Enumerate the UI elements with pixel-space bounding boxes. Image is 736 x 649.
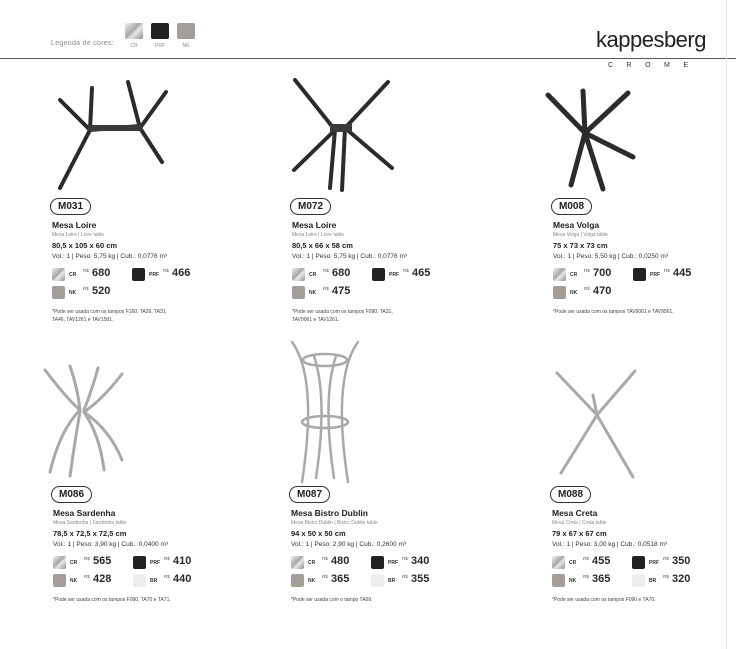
legend-swatch-nk [177,23,195,39]
price-value: 365 [592,573,611,585]
price-value: 565 [93,555,112,567]
price-value: 350 [672,555,691,567]
product-note: *Pode ser usada com os tampos TAV9061 e TAV9561. [553,309,674,315]
currency-symbol: R$ [583,556,589,561]
currency-symbol: R$ [402,574,408,579]
product-dimensions: 80,5 x 66 x 58 cm [292,241,353,250]
currency-symbol: R$ [323,268,329,273]
finish-swatch-nk [291,574,304,587]
finish-swatch-prf [133,556,146,569]
price-prf [133,556,208,570]
page-header [0,0,736,69]
finish-code: CR [309,272,317,278]
finish-code: PRF [388,560,398,566]
currency-symbol: R$ [663,574,669,579]
currency-symbol: R$ [584,268,590,273]
price-value: 465 [412,267,431,279]
finish-code: NK [308,578,316,584]
brand-logo: kappesberg [596,27,706,52]
finish-swatch-prf [632,556,645,569]
finish-swatch-prf [371,556,384,569]
product-name: Mesa Bistro Dublin [291,508,368,518]
currency-symbol: R$ [164,574,170,579]
product-name: Mesa Sardenha [53,508,116,518]
price-value: 480 [331,555,350,567]
price-value: 680 [332,267,351,279]
finish-swatch-cr [53,556,66,569]
price-value: 340 [411,555,430,567]
finish-swatch-prf [633,268,646,281]
price-value: 520 [92,285,111,297]
price-prf [632,556,707,570]
product-specs: Vol.: 1 | Peso: 3,90 kg | Cub.: 0,0400 m³ [53,541,169,548]
price-prf [132,268,207,282]
finish-swatch-nk [52,286,65,299]
finish-code: CR [569,560,577,566]
finish-swatch-cr [52,268,65,281]
product-dimensions: 80,5 x 105 x 60 cm [52,241,118,250]
price-br [632,574,707,588]
product-code-m072: M072 [290,198,331,215]
price-cr [292,268,367,282]
currency-symbol: R$ [583,574,589,579]
product-note: TA46, TAV1261 e TAV1581. [52,317,114,323]
price-cr [291,556,366,570]
price-nk [553,286,628,300]
color-legend-label: Legenda de cores: [51,40,115,47]
price-value: 440 [173,573,192,585]
currency-symbol: R$ [584,286,590,291]
price-prf [372,268,447,282]
finish-swatch-br [632,574,645,587]
price-cr [553,268,628,282]
finish-code: PRF [149,272,159,278]
brand-subline: CROME [608,62,702,69]
finish-swatch-br [133,574,146,587]
product-image-m086 [40,360,130,480]
currency-symbol: R$ [323,286,329,291]
finish-code: CR [70,560,78,566]
currency-symbol: R$ [322,556,328,561]
price-value: 680 [92,267,111,279]
product-subtitle: Mesa Bistro Dublin | Bistro Dublin table [291,520,378,526]
price-value: 700 [593,267,612,279]
currency-symbol: R$ [84,556,90,561]
price-nk [291,574,366,588]
product-dimensions: 75 x 73 x 73 cm [553,241,608,250]
header-divider [0,58,736,59]
finish-code: NK [570,290,578,296]
legend-code-prf: PRF [155,43,165,49]
finish-swatch-prf [372,268,385,281]
price-value: 428 [93,573,112,585]
finish-swatch-nk [53,574,66,587]
price-cr [52,268,127,282]
currency-symbol: R$ [83,286,89,291]
legend-swatch-cr [125,23,143,39]
currency-symbol: R$ [164,556,170,561]
price-value: 410 [173,555,192,567]
product-image-m031 [50,70,170,195]
finish-code: CR [308,560,316,566]
currency-symbol: R$ [84,574,90,579]
finish-code: CR [69,272,77,278]
product-code-m088: M088 [550,486,591,503]
legend-code-nk: NK [182,43,190,49]
finish-code: CR [570,272,578,278]
finish-code: PRF [650,272,660,278]
product-specs: Vol.: 1 | Peso: 3,00 kg | Cub.: 0,0518 m³ [552,541,668,548]
currency-symbol: R$ [663,556,669,561]
product-name: Mesa Creta [552,508,598,518]
product-note: *Pode ser usada com o tampo TA69. [291,597,373,603]
finish-swatch-cr [292,268,305,281]
price-value: 455 [592,555,611,567]
price-value: 365 [331,573,350,585]
product-subtitle: Mesa Loire | Loire table [292,232,345,238]
finish-code: BR [388,578,396,584]
product-image-m088 [553,365,641,485]
finish-swatch-cr [553,268,566,281]
finish-swatch-prf [132,268,145,281]
product-specs: Vol.: 1 | Peso: 5,75 kg | Cub.: 0,0776 m³ [52,253,168,260]
price-br [133,574,208,588]
currency-symbol: R$ [322,574,328,579]
finish-swatch-nk [553,286,566,299]
product-code-m031: M031 [50,198,91,215]
currency-symbol: R$ [83,268,89,273]
price-value: 470 [593,285,612,297]
finish-code: NK [70,578,78,584]
currency-symbol: R$ [163,268,169,273]
product-note: *Pode ser usada com os tampos F090 e TA70. [552,597,656,603]
finish-swatch-nk [552,574,565,587]
finish-code: BR [649,578,657,584]
price-br [371,574,446,588]
legend-code-cr: CR [130,43,138,49]
product-note: *Pode ser usada com os tampos F090, TA31, [292,309,393,315]
product-code-m086: M086 [51,486,92,503]
product-specs: Vol.: 1 | Peso: 5,50 kg | Cub.: 0,0250 m³ [553,253,669,260]
product-name: Mesa Loire [292,220,337,230]
price-value: 320 [672,573,691,585]
finish-code: BR [150,578,158,584]
product-subtitle: Mesa Creta | Creta table [552,520,607,526]
page-edge [726,0,727,649]
legend-swatch-prf [151,23,169,39]
price-nk [52,286,127,300]
product-code-m087: M087 [289,486,330,503]
product-note: *Pode ser usada com os tampos F090, TA70 e TA71. [53,597,171,603]
product-dimensions: 79 x 67 x 67 cm [552,529,607,538]
price-value: 445 [673,267,692,279]
price-value: 355 [411,573,430,585]
price-cr [53,556,128,570]
price-prf [633,268,708,282]
finish-swatch-cr [552,556,565,569]
product-name: Mesa Loire [52,220,97,230]
product-image-m087 [288,338,363,488]
finish-swatch-cr [291,556,304,569]
finish-code: PRF [150,560,160,566]
product-note: *Pode ser usada com os tampos F160, TA26, TA31, [52,309,167,315]
price-nk [552,574,627,588]
currency-symbol: R$ [664,268,670,273]
product-name: Mesa Volga [553,220,600,230]
finish-swatch-nk [292,286,305,299]
product-dimensions: 78,5 x 72,5 x 72,5 cm [53,529,127,538]
product-dimensions: 94 x 50 x 50 cm [291,529,346,538]
finish-code: NK [69,290,77,296]
price-value: 466 [172,267,191,279]
currency-symbol: R$ [402,556,408,561]
price-nk [292,286,367,300]
product-note: TAV9061 e TAV1261. [292,317,340,323]
product-specs: Vol.: 1 | Peso: 5,75 kg | Cub.: 0,0776 m³ [292,253,408,260]
finish-swatch-br [371,574,384,587]
price-cr [552,556,627,570]
price-prf [371,556,446,570]
product-subtitle: Mesa Loire | Loire table [52,232,105,238]
product-image-m072 [290,70,395,195]
finish-code: NK [569,578,577,584]
product-specs: Vol.: 1 | Peso: 2,90 kg | Cub.: 0,2600 m³ [291,541,407,548]
product-subtitle: Mesa Sardenha | Sardenha table [53,520,127,526]
price-nk [53,574,128,588]
product-image-m008 [543,85,638,195]
price-value: 475 [332,285,351,297]
currency-symbol: R$ [403,268,409,273]
finish-code: PRF [389,272,399,278]
finish-code: PRF [649,560,659,566]
finish-code: NK [309,290,317,296]
product-subtitle: Mesa Volga | Volga table [553,232,608,238]
product-code-m008: M008 [551,198,592,215]
